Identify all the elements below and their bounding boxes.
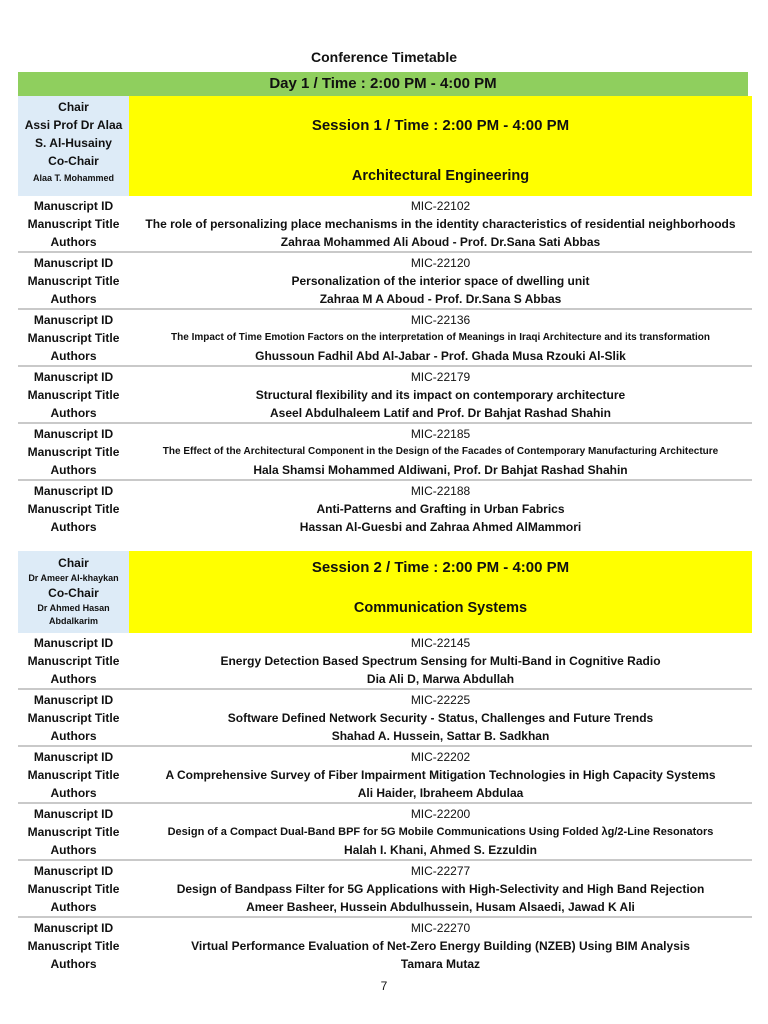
paper-list	[18, 633, 752, 975]
paper-title: Design of Bandpass Filter for 5G Applications with High-Selectivity and High Band Rejection	[176, 882, 705, 896]
id-label: Manuscript ID	[33, 313, 114, 327]
paper-id: MIC-22179	[410, 370, 471, 384]
paper-values	[129, 196, 752, 251]
chair-cell	[18, 551, 129, 633]
paper-id: MIC-22188	[410, 484, 471, 498]
page-title: Conference Timetable	[310, 49, 457, 65]
paper-row	[18, 633, 752, 690]
title-label: Manuscript Title	[27, 331, 120, 345]
authors-label: Authors	[50, 957, 97, 971]
paper-values	[129, 918, 752, 975]
paper-values	[129, 367, 752, 422]
paper-authors: Ghussoun Fadhil Abd Al-Jabar - Prof. Ghada Musa Rzouki Al-Slik	[255, 349, 626, 363]
id-label: Manuscript ID	[33, 750, 114, 764]
id-label: Manuscript ID	[33, 807, 114, 821]
paper-title: Energy Detection Based Spectrum Sensing for Multi-Band in Cognitive Radio	[220, 654, 661, 668]
id-label: Manuscript ID	[33, 427, 114, 441]
authors-label: Authors	[50, 672, 97, 686]
paper-row	[18, 804, 752, 861]
title-label: Manuscript Title	[27, 768, 120, 782]
paper-list	[18, 196, 752, 538]
paper-id: MIC-22102	[410, 199, 471, 213]
paper-labels	[18, 804, 129, 859]
title-label: Manuscript Title	[27, 939, 120, 953]
chair-cell	[18, 96, 129, 196]
paper-authors: Ameer Basheer, Hussein Abdulhussein, Husam Alsaedi, Jawad K Ali	[246, 900, 635, 914]
session-header	[18, 96, 752, 196]
paper-authors: Zahraa Mohammed Ali Aboud - Prof. Dr.Sana Sati Abbas	[280, 235, 601, 249]
authors-label: Authors	[50, 900, 97, 914]
authors-label: Authors	[50, 349, 97, 363]
paper-labels	[18, 633, 129, 688]
title-label: Manuscript Title	[27, 825, 120, 839]
session-track: Communication Systems	[353, 600, 528, 616]
paper-id: MIC-22120	[410, 256, 471, 270]
session-2	[18, 551, 752, 975]
chair-label: Chair	[58, 100, 89, 114]
cochair-label: Co-Chair	[48, 154, 99, 168]
paper-labels	[18, 747, 129, 802]
authors-label: Authors	[50, 520, 97, 534]
paper-id: MIC-22225	[410, 693, 471, 707]
title-label: Manuscript Title	[27, 654, 120, 668]
cochair-label: Co-Chair	[48, 586, 99, 600]
id-label: Manuscript ID	[33, 484, 114, 498]
authors-label: Authors	[50, 786, 97, 800]
title-label: Manuscript Title	[27, 882, 120, 896]
day-header: Day 1 / Time : 2:00 PM - 4:00 PM	[18, 72, 748, 96]
paper-values	[129, 747, 752, 802]
paper-title: Personalization of the interior space of dwelling unit	[291, 274, 590, 288]
paper-id: MIC-22145	[410, 636, 471, 650]
title-label: Manuscript Title	[27, 217, 120, 231]
paper-authors: Dia Ali D, Marwa Abdullah	[366, 672, 515, 686]
paper-row	[18, 861, 752, 918]
cochair-name: Abdalkarim	[48, 616, 99, 626]
paper-title: The Effect of the Architectural Component in the Design of the Facades of Contemporary Manufacturing Architecture	[162, 446, 719, 457]
paper-values	[129, 310, 752, 365]
session-title-cell	[129, 551, 752, 633]
paper-title: Software Defined Network Security - Status, Challenges and Future Trends	[227, 711, 654, 725]
paper-labels	[18, 481, 129, 538]
authors-label: Authors	[50, 843, 97, 857]
paper-title: Anti-Patterns and Grafting in Urban Fabrics	[316, 502, 565, 516]
paper-labels	[18, 196, 129, 251]
paper-row	[18, 253, 752, 310]
chair-name: S. Al-Husainy	[35, 136, 112, 150]
paper-id: MIC-22185	[410, 427, 471, 441]
paper-id: MIC-22202	[410, 750, 471, 764]
id-label: Manuscript ID	[33, 370, 114, 384]
paper-labels	[18, 310, 129, 365]
authors-label: Authors	[50, 406, 97, 420]
paper-authors: Hassan Al-Guesbi and Zahraa Ahmed AlMammori	[299, 520, 582, 534]
paper-title: Design of a Compact Dual-Band BPF for 5G Mobile Communications Using Folded λg/2-Line Resonators	[167, 826, 714, 838]
paper-authors: Hala Shamsi Mohammed Aldiwani, Prof. Dr Bahjat Rashad Shahin	[253, 463, 628, 477]
paper-row	[18, 196, 752, 253]
paper-row	[18, 481, 752, 538]
chair-name: Assi Prof Dr Alaa	[24, 118, 123, 132]
paper-values	[129, 690, 752, 745]
paper-labels	[18, 690, 129, 745]
paper-authors: Ali Haider, Ibraheem Abdulaa	[357, 786, 524, 800]
paper-values	[129, 804, 752, 859]
paper-authors: Halah I. Khani, Ahmed S. Ezzuldin	[344, 843, 537, 857]
session-title-cell	[129, 96, 752, 196]
paper-row	[18, 747, 752, 804]
paper-values	[129, 861, 752, 916]
paper-id: MIC-22270	[410, 921, 471, 935]
session-track: Architectural Engineering	[351, 168, 530, 184]
id-label: Manuscript ID	[33, 921, 114, 935]
paper-row	[18, 367, 752, 424]
paper-row	[18, 424, 752, 481]
paper-id: MIC-22136	[410, 313, 471, 327]
paper-values	[129, 424, 752, 479]
paper-row	[18, 690, 752, 747]
id-label: Manuscript ID	[33, 636, 114, 650]
paper-id: MIC-22200	[410, 807, 471, 821]
authors-label: Authors	[50, 729, 97, 743]
authors-label: Authors	[50, 235, 97, 249]
paper-authors: Tamara Mutaz	[400, 957, 481, 971]
paper-title: The role of personalizing place mechanisms in the identity characteristics of residential neighborhoods	[145, 217, 736, 231]
paper-authors: Aseel Abdulhaleem Latif and Prof. Dr Bahjat Rashad Shahin	[270, 406, 611, 420]
authors-label: Authors	[50, 463, 97, 477]
paper-values	[129, 253, 752, 308]
id-label: Manuscript ID	[33, 693, 114, 707]
id-label: Manuscript ID	[33, 864, 114, 878]
paper-title: Virtual Performance Evaluation of Net-Zero Energy Building (NZEB) Using BIM Analysis	[191, 939, 690, 953]
paper-title: The Impact of Time Emotion Factors on the interpretation of Meanings in Iraqi Architecture and its transformation	[171, 332, 710, 343]
paper-values	[129, 633, 752, 688]
id-label: Manuscript ID	[33, 256, 114, 270]
session-1	[18, 96, 752, 538]
id-label: Manuscript ID	[33, 199, 114, 213]
session-header	[18, 551, 752, 633]
paper-authors: Zahraa M A Aboud - Prof. Dr.Sana S Abbas	[319, 292, 562, 306]
title-label: Manuscript Title	[27, 711, 120, 725]
title-label: Manuscript Title	[27, 502, 120, 516]
title-label: Manuscript Title	[27, 274, 120, 288]
cochair-name: Alaa T. Mohammed	[32, 173, 115, 183]
paper-authors: Shahad A. Hussein, Sattar B. Sadkhan	[331, 729, 550, 743]
session-title: Session 2 / Time : 2:00 PM - 4:00 PM	[311, 559, 570, 576]
paper-id: MIC-22277	[410, 864, 471, 878]
chair-name: Dr Ameer Al-khaykan	[28, 573, 119, 583]
title-label: Manuscript Title	[27, 388, 120, 402]
page-number: 7	[380, 979, 388, 993]
paper-title: A Comprehensive Survey of Fiber Impairment Mitigation Technologies in High Capacity Systems	[165, 768, 716, 782]
title-label: Manuscript Title	[27, 445, 120, 459]
paper-labels	[18, 367, 129, 422]
cochair-name: Dr Ahmed Hasan	[37, 603, 110, 613]
paper-labels	[18, 861, 129, 916]
paper-labels	[18, 253, 129, 308]
chair-label: Chair	[58, 556, 89, 570]
paper-values	[129, 481, 752, 538]
paper-labels	[18, 424, 129, 479]
paper-labels	[18, 918, 129, 975]
paper-row	[18, 918, 752, 975]
session-title: Session 1 / Time : 2:00 PM - 4:00 PM	[311, 117, 570, 134]
authors-label: Authors	[50, 292, 97, 306]
paper-row	[18, 310, 752, 367]
paper-title: Structural flexibility and its impact on contemporary architecture	[255, 388, 626, 402]
